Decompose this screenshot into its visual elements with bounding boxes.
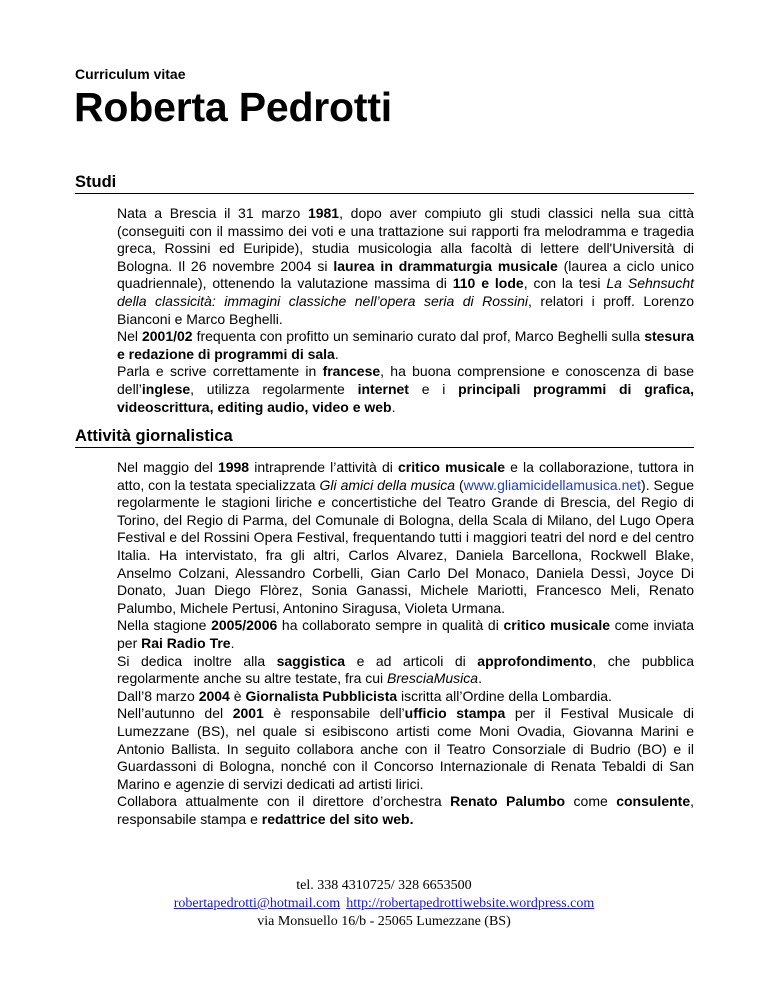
text-run: .	[334, 345, 339, 362]
text-run: , con la tesi	[523, 275, 607, 292]
bold-run: critico musicale	[397, 459, 506, 475]
postal-address: via Monsuello 16/b - 25065 Lumezzane (BS)	[257, 914, 511, 929]
paragraph	[117, 688, 694, 706]
bold-run: Rai Radio Tre	[141, 634, 231, 651]
bold-run: 2004	[198, 687, 230, 704]
text-run: Parla e scrive correttamente in	[117, 363, 323, 380]
bold-run: saggistica	[276, 652, 346, 669]
website-link[interactable]: http://robertapedrottiwebsite.wordpress.com	[346, 896, 595, 911]
text-run: Nella stagione	[117, 617, 212, 634]
paragraph	[117, 205, 694, 328]
publication-title: BresciaMusica	[387, 670, 479, 687]
text-run: è	[229, 687, 246, 704]
text-run: ). Segue regolarmente le stagioni liriche e concertistiche del Teatro Grande di Brescia, del Regio di Torino, del Regio di Parma, del Comunale di Bologna, della Scala di Milano, del Lugo Opera Festival e del Rossini Opera Festival, frequentando tutti i maggiori teatri del nord e del centro Italia. Ha intervistato, fra gli altri, Carlos Alvarez, Daniela Barcellona, Rockwell Blake, Anselmo Colzani, Alessandro Corbelli, Gian Carlo Del Monaco, Daniela Dessì, Joyce Di Donato, Juan Diego Flòrez, Sonia Ganassi, Michele Mariotti, Francesco Meli, Renato Palumbo, Michele Pertusi, Antonino Siragusa, Violeta Urmana.	[117, 476, 694, 616]
section-body-attivita	[117, 459, 694, 828]
bold-run: consulente	[616, 793, 691, 810]
thesis-title: La Sehnsucht della classicità: immagini classiche nell’opera seria di Rossini	[117, 275, 695, 309]
bold-run: critico musicale	[503, 617, 611, 634]
paragraph	[117, 617, 694, 652]
text-run: e la collaborazione, tuttora in atto, con la testata specializzata	[117, 459, 695, 493]
text-run: ha collaborato sempre in qualità di	[277, 617, 504, 634]
section-heading-studi: Studi	[75, 172, 694, 194]
bold-run: laurea in drammaturgia musicale	[333, 257, 558, 274]
text-run: Dall’8 marzo	[117, 687, 199, 704]
paragraph	[117, 328, 694, 363]
magazine-website-link[interactable]: www.gliamicidellamusica.net	[463, 476, 642, 493]
bold-run: redattrice del sito web.	[261, 810, 414, 827]
bold-run: 1981	[307, 205, 340, 221]
text-run: Nel	[117, 328, 142, 345]
bold-run: ufficio stampa	[404, 705, 506, 722]
footer-links-line	[0, 895, 768, 913]
paragraph	[117, 705, 694, 793]
text-run: è responsabile dell’	[263, 705, 405, 722]
bold-run: Giornalista Pubblicista	[245, 687, 398, 704]
text-run: Nata a Brescia il 31 marzo	[117, 205, 308, 221]
document-subtitle: Curriculum vitae	[75, 66, 186, 82]
bold-run: francese	[322, 363, 381, 380]
text-run: .	[230, 634, 235, 651]
text-run: Collabora attualmente con il direttore d’orchestra	[117, 793, 451, 810]
bold-run: inglese	[141, 380, 191, 397]
text-run: Nell’autunno del	[117, 705, 233, 722]
phone-number: tel. 338 4310725/ 328 6653500	[296, 878, 472, 893]
bold-run: internet	[357, 380, 409, 397]
text-run: .	[478, 670, 482, 687]
text-run: (laurea a ciclo unico quadriennale), ottenendo la valutazione massima di	[117, 257, 694, 292]
contact-footer	[0, 877, 768, 931]
bold-run: approfondimento	[477, 652, 593, 669]
text-run: Si dedica inoltre alla	[117, 652, 277, 669]
text-run: , utilizza regolarmente	[190, 380, 358, 397]
person-name: Roberta Pedrotti	[74, 84, 392, 130]
email-link[interactable]: robertapedrotti@hotmail.com	[173, 896, 341, 911]
text-run: , relatori i proff. Lorenzo Bianconi e Marco Beghelli.	[117, 292, 694, 327]
text-run: come inviata per	[117, 617, 695, 651]
paragraph	[117, 363, 694, 416]
publication-title: Gli amici della musica	[319, 476, 456, 493]
text-run: , ha buona comprensione e conoscenza di base dell’	[117, 363, 694, 397]
text-run: .	[391, 398, 396, 415]
bold-run: Renato Palumbo	[450, 793, 566, 810]
bold-run: 1998	[217, 459, 250, 475]
text-run: , responsabile stampa e	[117, 793, 694, 827]
paragraph	[117, 793, 694, 828]
section-heading-attivita: Attività giornalistica	[75, 426, 694, 448]
text-run: , dopo aver compiuto gli studi classici nella sua città (conseguiti con il massimo dei voti e una trattazione sui rapporti fra melodramma e tragedia greca, Rossini ed Euripide), studia musicologia alla facoltà di lettere dell'Università di Bologna. Il 26 novembre 2004 si	[117, 205, 694, 274]
text-run: per il Festival Musicale di Lumezzane (BS), nel quale si esibiscono artisti come Moni Ovadia, Giovanna Marini e Antonio Ballista. In seguito collabora anche con il Teatro Consorziale di Budrio (BO) e il Guardassoni di Bologna, nonché con il Concorso Internazionale di Renata Tebaldi di San Marino e agenzie di servizi dedicati ad artisti lirici.	[117, 705, 695, 792]
paragraph	[117, 653, 694, 688]
paragraph	[117, 459, 694, 617]
bold-run: 110 e lode	[452, 275, 524, 292]
text-run: intraprende l’attività di	[249, 459, 398, 475]
text-run: , che pubblica regolarmente anche su altre testate, fra cui	[117, 652, 694, 687]
text-run: iscritta all’Ordine della Lombardia.	[397, 687, 612, 704]
bold-run: 2005/2006	[211, 617, 278, 634]
bold-run: 2001/02	[141, 328, 193, 345]
text-run: e i	[408, 380, 459, 397]
bold-run: stesura e redazione di programmi di sala	[117, 328, 694, 362]
text-run: come	[565, 793, 617, 810]
section-body-studi	[117, 205, 694, 416]
text-run: frequenta con profitto un seminario curato dal prof, Marco Beghelli sulla	[192, 328, 645, 345]
text-run: Nel maggio del	[117, 459, 218, 475]
text-run: (	[455, 476, 464, 493]
bold-run: 2001	[232, 705, 264, 722]
bold-run: principali programmi di grafica, videoscrittura, editing audio, video e web	[117, 380, 694, 415]
text-run: e ad articoli di	[345, 652, 478, 669]
